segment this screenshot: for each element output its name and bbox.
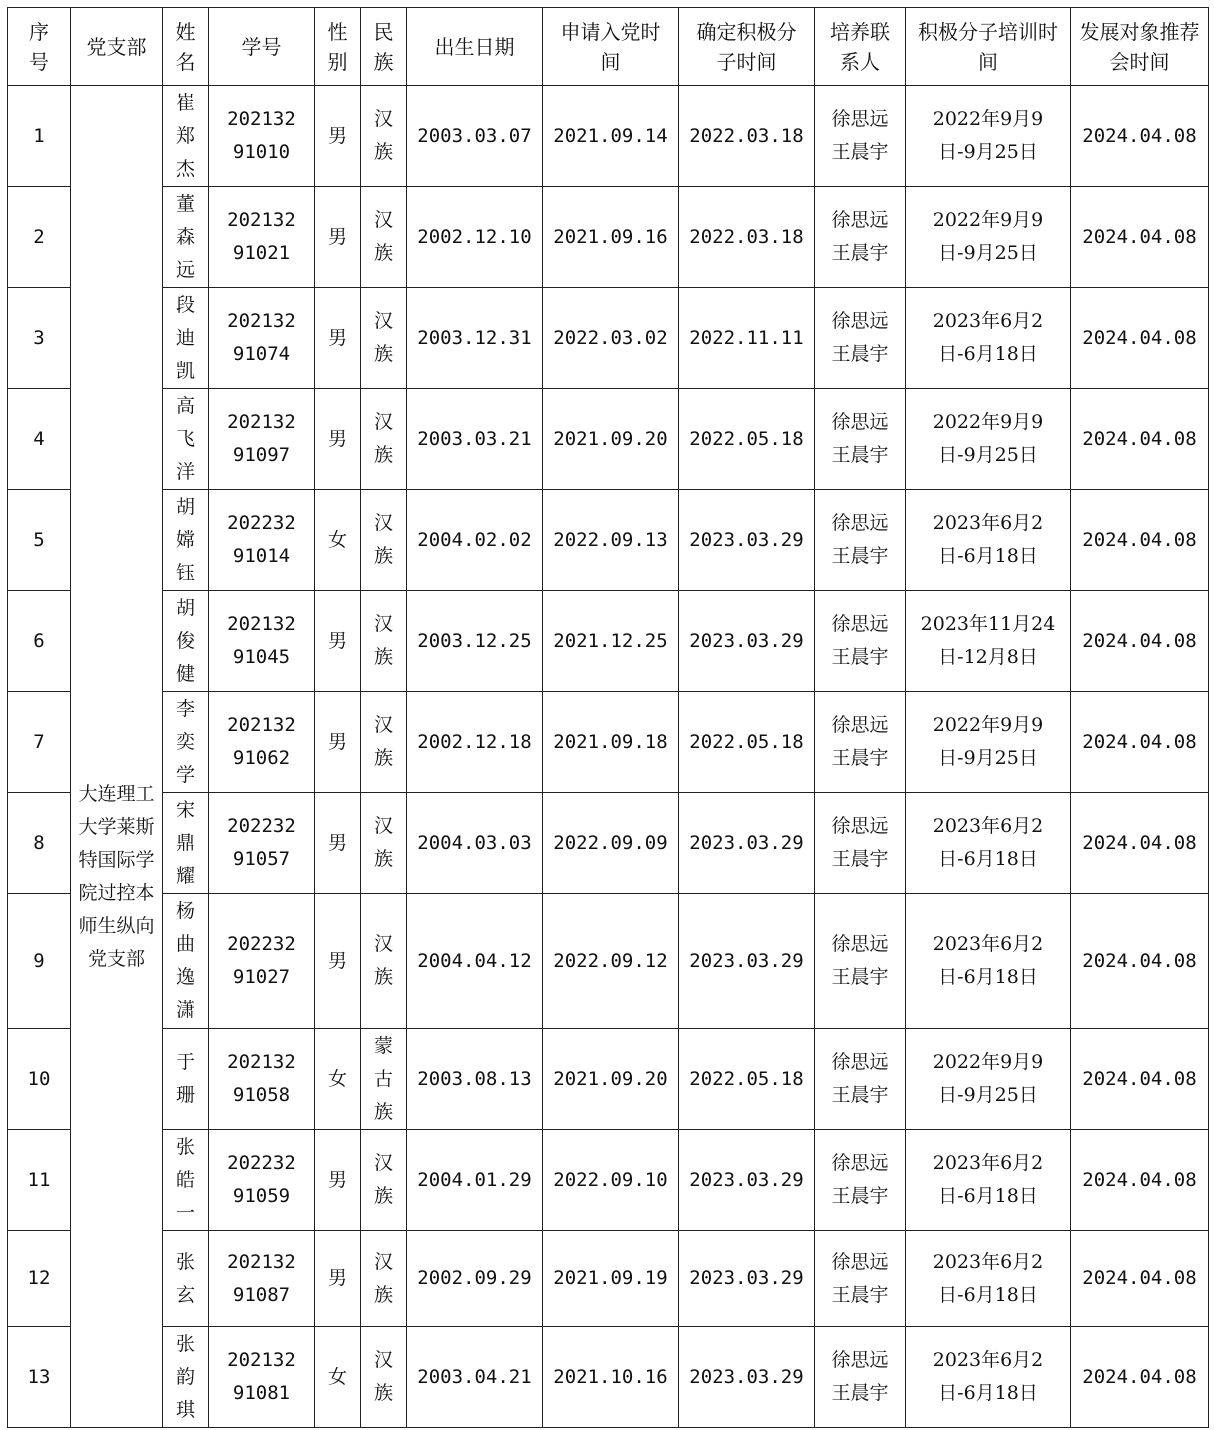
table-row [8,1231,1209,1327]
cell-birth-date: 2003.04.21 [407,1327,543,1428]
cell-gender: 男 [315,692,361,793]
cell-activist-date: 2022.05.18 [679,692,815,793]
header-activist-date: 确定积极分子时间 [679,8,815,86]
cell-recommend: 2024.04.08 [1071,793,1209,894]
cell-apply-date: 2022.09.13 [543,490,679,591]
cell-gender: 男 [315,389,361,490]
cell-apply-date: 2021.09.18 [543,692,679,793]
cell-training: 2023年6月2日-6月18日 [906,1327,1071,1428]
cell-birth-date: 2003.03.21 [407,389,543,490]
cell-activist-date: 2023.03.29 [679,490,815,591]
cell-name: 张皓一 [163,1130,209,1231]
cell-birth-date: 2003.03.07 [407,86,543,187]
cell-student-id: 20223291027 [209,894,315,1029]
header-birth-date: 出生日期 [407,8,543,86]
cell-ethnicity: 汉族 [361,288,407,389]
cell-apply-date: 2022.09.09 [543,793,679,894]
cell-ethnicity: 汉族 [361,692,407,793]
header-branch: 党支部 [71,8,163,86]
cell-training: 2023年6月2日-6月18日 [906,490,1071,591]
cell-birth-date: 2002.09.29 [407,1231,543,1327]
cell-branch: 大连理工大学莱斯特国际学院过控本师生纵向党支部 [71,86,163,1428]
cell-recommend: 2024.04.08 [1071,1327,1209,1428]
cell-index: 11 [8,1130,71,1231]
cell-contact: 徐思远王晨宇 [815,692,906,793]
cell-activist-date: 2022.03.18 [679,86,815,187]
cell-apply-date: 2021.09.20 [543,1029,679,1130]
cell-student-id: 20213291021 [209,187,315,288]
cell-ethnicity: 汉族 [361,389,407,490]
cell-recommend: 2024.04.08 [1071,692,1209,793]
cell-student-id: 20213291081 [209,1327,315,1428]
cell-name: 高飞洋 [163,389,209,490]
cell-recommend: 2024.04.08 [1071,187,1209,288]
table-row [8,187,1209,288]
cell-student-id: 20213291087 [209,1231,315,1327]
cell-ethnicity: 汉族 [361,86,407,187]
cell-training: 2022年9月9日-9月25日 [906,187,1071,288]
cell-apply-date: 2022.09.12 [543,894,679,1029]
cell-index: 13 [8,1327,71,1428]
table-row [8,692,1209,793]
cell-index: 1 [8,86,71,187]
cell-recommend: 2024.04.08 [1071,389,1209,490]
cell-index: 10 [8,1029,71,1130]
cell-apply-date: 2022.03.02 [543,288,679,389]
table-row [8,389,1209,490]
cell-contact: 徐思远王晨宇 [815,1130,906,1231]
cell-birth-date: 2003.08.13 [407,1029,543,1130]
header-gender: 性别 [315,8,361,86]
table-row [8,86,1209,187]
cell-gender: 男 [315,1231,361,1327]
cell-recommend: 2024.04.08 [1071,1231,1209,1327]
cell-name: 胡俊健 [163,591,209,692]
cell-training: 2022年9月9日-9月25日 [906,86,1071,187]
cell-ethnicity: 蒙古族 [361,1029,407,1130]
cell-contact: 徐思远王晨宇 [815,1231,906,1327]
cell-birth-date: 2004.04.12 [407,894,543,1029]
header-ethnicity: 民族 [361,8,407,86]
cell-gender: 男 [315,894,361,1029]
cell-training: 2023年6月2日-6月18日 [906,894,1071,1029]
cell-activist-date: 2023.03.29 [679,1130,815,1231]
roster-body [8,86,1209,1428]
cell-name: 宋鼎耀 [163,793,209,894]
cell-student-id: 20213291062 [209,692,315,793]
table-row [8,1029,1209,1130]
cell-recommend: 2024.04.08 [1071,288,1209,389]
cell-training: 2022年9月9日-9月25日 [906,692,1071,793]
cell-activist-date: 2022.05.18 [679,389,815,490]
cell-ethnicity: 汉族 [361,894,407,1029]
cell-index: 5 [8,490,71,591]
header-apply-date: 申请入党时间 [543,8,679,86]
cell-apply-date: 2021.09.16 [543,187,679,288]
cell-index: 3 [8,288,71,389]
cell-index: 2 [8,187,71,288]
cell-birth-date: 2003.12.25 [407,591,543,692]
cell-contact: 徐思远王晨宇 [815,591,906,692]
cell-contact: 徐思远王晨宇 [815,894,906,1029]
cell-student-id: 20213291058 [209,1029,315,1130]
cell-birth-date: 2003.12.31 [407,288,543,389]
cell-activist-date: 2022.05.18 [679,1029,815,1130]
cell-birth-date: 2004.02.02 [407,490,543,591]
cell-index: 6 [8,591,71,692]
cell-contact: 徐思远王晨宇 [815,389,906,490]
table-row [8,1327,1209,1428]
table-row [8,490,1209,591]
cell-apply-date: 2021.12.25 [543,591,679,692]
cell-name: 张玄 [163,1231,209,1327]
cell-student-id: 20213291097 [209,389,315,490]
cell-apply-date: 2021.10.16 [543,1327,679,1428]
cell-student-id: 20213291045 [209,591,315,692]
cell-gender: 男 [315,86,361,187]
header-recommend: 发展对象推荐会时间 [1071,8,1209,86]
cell-index: 8 [8,793,71,894]
cell-gender: 男 [315,288,361,389]
cell-gender: 女 [315,1327,361,1428]
cell-student-id: 20223291059 [209,1130,315,1231]
cell-contact: 徐思远王晨宇 [815,1029,906,1130]
cell-contact: 徐思远王晨宇 [815,86,906,187]
cell-birth-date: 2004.01.29 [407,1130,543,1231]
cell-ethnicity: 汉族 [361,490,407,591]
cell-ethnicity: 汉族 [361,187,407,288]
cell-activist-date: 2022.03.18 [679,187,815,288]
roster-table [7,7,1209,1428]
cell-contact: 徐思远王晨宇 [815,187,906,288]
cell-recommend: 2024.04.08 [1071,894,1209,1029]
cell-activist-date: 2023.03.29 [679,591,815,692]
cell-birth-date: 2002.12.10 [407,187,543,288]
cell-gender: 男 [315,1130,361,1231]
cell-contact: 徐思远王晨宇 [815,288,906,389]
cell-student-id: 20213291010 [209,86,315,187]
cell-index: 7 [8,692,71,793]
cell-ethnicity: 汉族 [361,1327,407,1428]
cell-birth-date: 2004.03.03 [407,793,543,894]
cell-gender: 男 [315,187,361,288]
cell-contact: 徐思远王晨宇 [815,1327,906,1428]
header-index: 序号 [8,8,71,86]
cell-training: 2023年6月2日-6月18日 [906,1130,1071,1231]
cell-student-id: 20223291057 [209,793,315,894]
header-name: 姓名 [163,8,209,86]
cell-gender: 男 [315,793,361,894]
cell-name: 崔郑杰 [163,86,209,187]
cell-gender: 女 [315,1029,361,1130]
header-contact: 培养联系人 [815,8,906,86]
cell-birth-date: 2002.12.18 [407,692,543,793]
cell-index: 4 [8,389,71,490]
cell-gender: 女 [315,490,361,591]
cell-name: 杨曲逸潇 [163,894,209,1029]
table-row [8,591,1209,692]
cell-recommend: 2024.04.08 [1071,86,1209,187]
cell-name: 李奕学 [163,692,209,793]
cell-recommend: 2024.04.08 [1071,591,1209,692]
table-row [8,793,1209,894]
cell-student-id: 20213291074 [209,288,315,389]
cell-apply-date: 2021.09.20 [543,389,679,490]
cell-apply-date: 2022.09.10 [543,1130,679,1231]
cell-name: 于珊 [163,1029,209,1130]
cell-activist-date: 2023.03.29 [679,1231,815,1327]
header-training: 积极分子培训时间 [906,8,1071,86]
cell-apply-date: 2021.09.14 [543,86,679,187]
cell-recommend: 2024.04.08 [1071,490,1209,591]
cell-name: 董森远 [163,187,209,288]
cell-activist-date: 2022.11.11 [679,288,815,389]
cell-ethnicity: 汉族 [361,591,407,692]
table-row [8,1130,1209,1231]
cell-name: 段迪凯 [163,288,209,389]
cell-training: 2023年6月2日-6月18日 [906,793,1071,894]
cell-training: 2023年6月2日-6月18日 [906,1231,1071,1327]
cell-ethnicity: 汉族 [361,793,407,894]
cell-index: 12 [8,1231,71,1327]
header-row [8,8,1209,86]
cell-name: 胡嫦钰 [163,490,209,591]
cell-training: 2022年9月9日-9月25日 [906,1029,1071,1130]
cell-training: 2023年6月2日-6月18日 [906,288,1071,389]
table-row [8,894,1209,1029]
cell-apply-date: 2021.09.19 [543,1231,679,1327]
cell-ethnicity: 汉族 [361,1231,407,1327]
cell-ethnicity: 汉族 [361,1130,407,1231]
cell-contact: 徐思远王晨宇 [815,793,906,894]
cell-name: 张韵琪 [163,1327,209,1428]
cell-gender: 男 [315,591,361,692]
table-row [8,288,1209,389]
header-student-id: 学号 [209,8,315,86]
cell-recommend: 2024.04.08 [1071,1130,1209,1231]
cell-contact: 徐思远王晨宇 [815,490,906,591]
cell-training: 2023年11月24日-12月8日 [906,591,1071,692]
cell-activist-date: 2023.03.29 [679,793,815,894]
cell-activist-date: 2023.03.29 [679,894,815,1029]
cell-activist-date: 2023.03.29 [679,1327,815,1428]
cell-index: 9 [8,894,71,1029]
cell-student-id: 20223291014 [209,490,315,591]
cell-training: 2022年9月9日-9月25日 [906,389,1071,490]
cell-recommend: 2024.04.08 [1071,1029,1209,1130]
